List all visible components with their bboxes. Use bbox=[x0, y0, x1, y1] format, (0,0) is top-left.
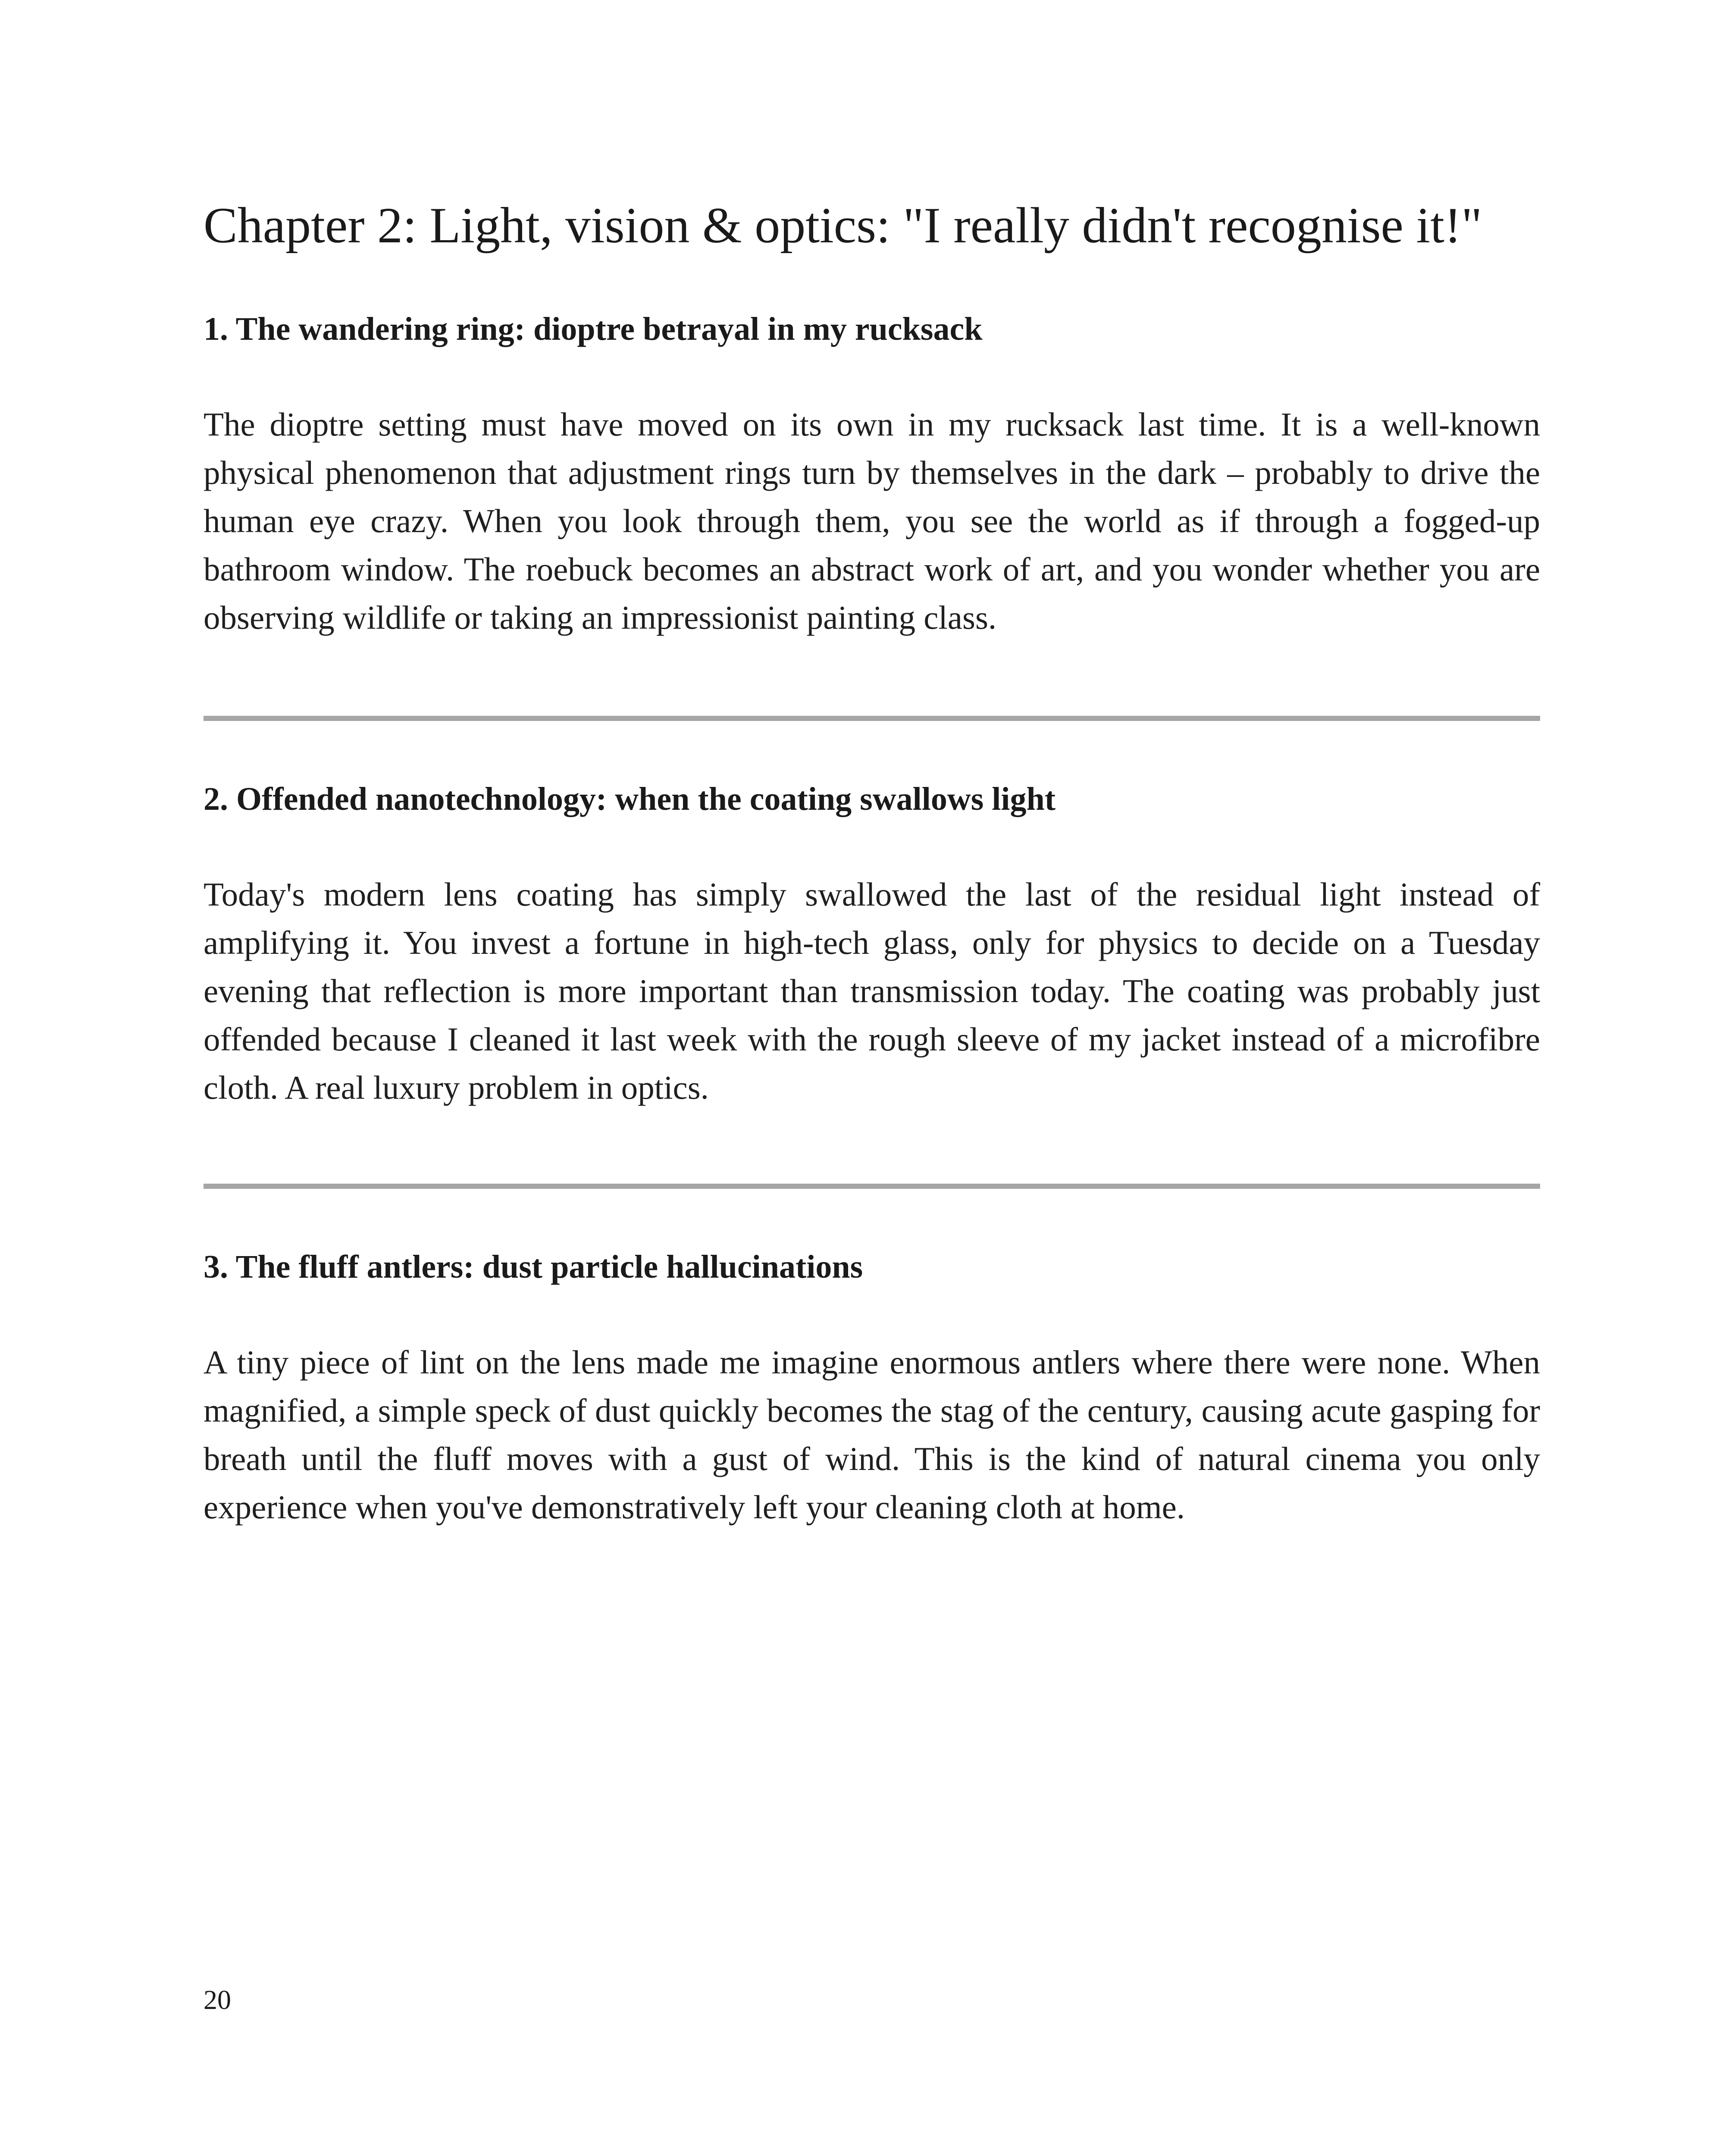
section-divider bbox=[204, 1184, 1540, 1189]
section-body-1: The dioptre setting must have moved on its own in my rucksack last time. It is a well-known physical phenomenon that adjustment rings turn by themselves in the dark – probably to drive the human eye crazy. When you look through them, you see the world as if through a fogged-up bathroom window. The roebuck becomes an abstract work of art, and you wonder whether you are observing wildlife or taking an impressionist painting class. bbox=[204, 406, 1540, 636]
section-heading-2: 2. Offended nanotechnology: when the coating swallows light bbox=[204, 781, 1056, 817]
section-body-2: Today's modern lens coating has simply swallowed the last of the residual light instead of amplifying it. You invest a fortune in high-tech glass, only for physics to decide on a Tuesday evening that reflection is more important than transmission today. The coating was probably just offended because I cleaned it last week with the rough sleeve of my jacket instead of a microfibre cloth. A real luxury problem in optics. bbox=[204, 876, 1540, 1106]
section-heading-1: 1. The wandering ring: dioptre betrayal in my rucksack bbox=[204, 311, 983, 347]
section-heading-3: 3. The fluff antlers: dust particle hallucinations bbox=[204, 1249, 863, 1285]
section-divider bbox=[204, 716, 1540, 721]
page-number: 20 bbox=[204, 1984, 231, 2015]
chapter-title: Chapter 2: Light, vision & optics: "I really didn't recognise it!" bbox=[204, 197, 1482, 254]
section-body-3: A tiny piece of lint on the lens made me imagine enormous antlers where there were none. When magnified, a simple speck of dust quickly becomes the stag of the century, causing acute gasping for breath until the fluff moves with a gust of wind. This is the kind of natural cinema you only experience when you've demonstratively left your cleaning cloth at home. bbox=[204, 1344, 1540, 1526]
